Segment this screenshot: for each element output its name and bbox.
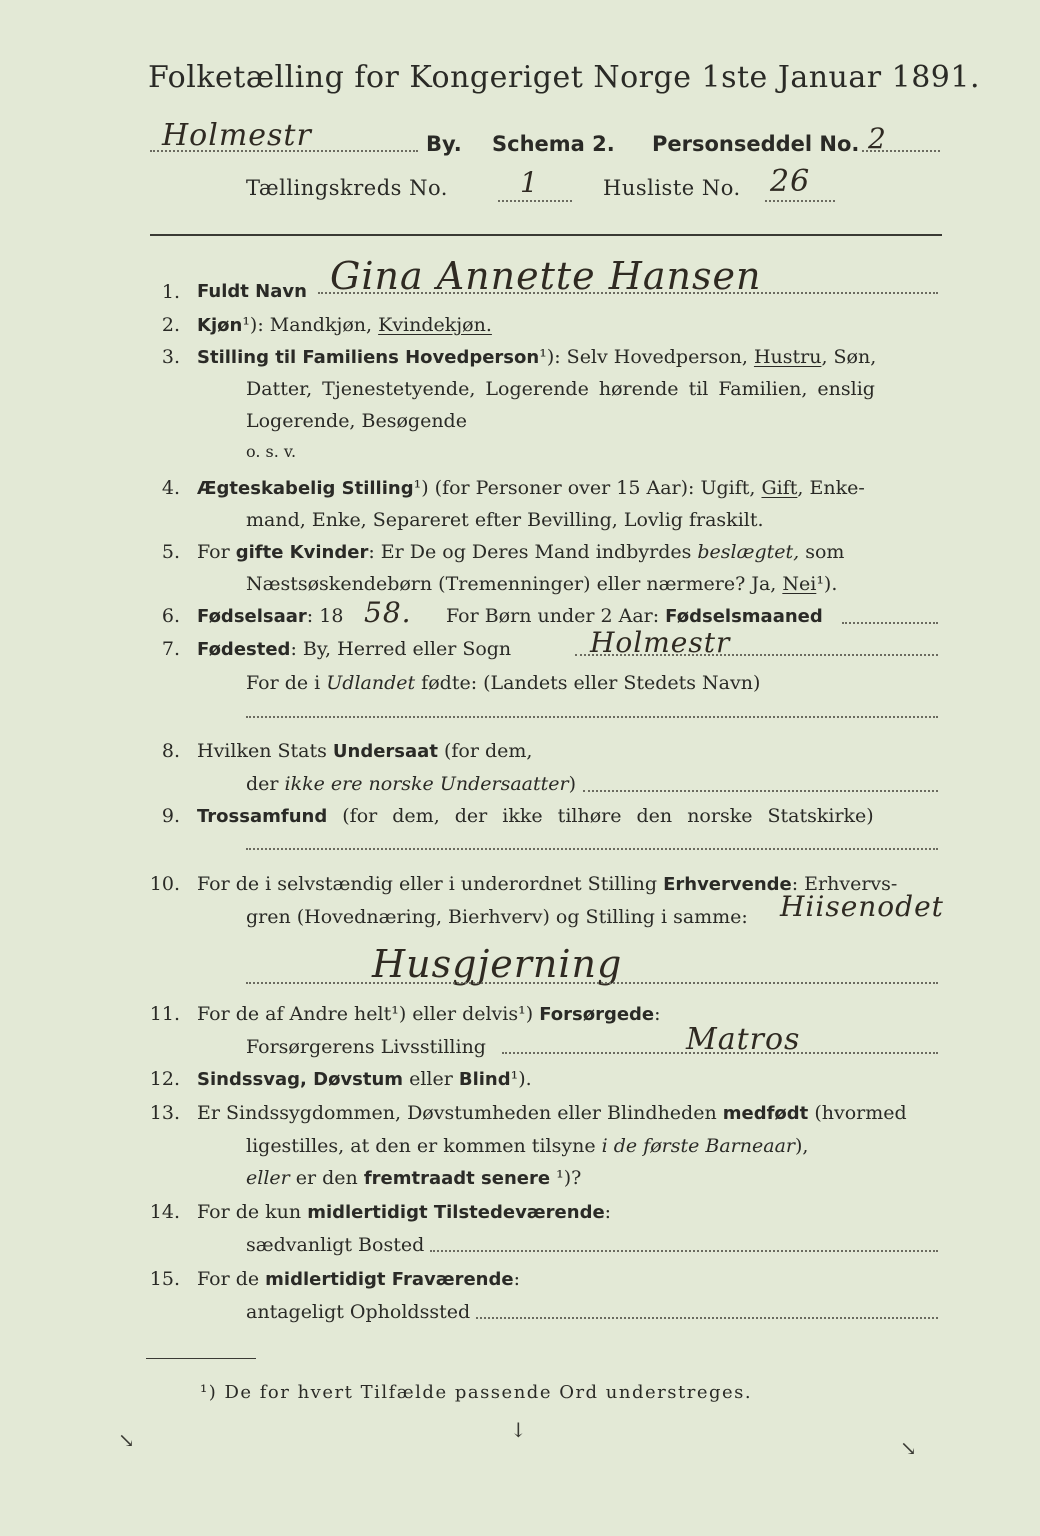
item-number: 6. <box>161 605 180 627</box>
footnote-rule <box>146 1358 256 1359</box>
q-fodselsaar <box>197 605 343 627</box>
q6-maaned-label: Fødselsmaaned <box>665 606 823 627</box>
q6-dotted-line <box>842 622 938 624</box>
stray-mark-center: ↓ <box>510 1418 527 1442</box>
q5-italic: beslægtet, <box>697 541 800 563</box>
answer-occupation-2: Husgjerning <box>372 942 623 986</box>
q6-child-text: For Børn under 2 Aar: <box>446 605 666 627</box>
q5-line2-end: ¹). <box>816 573 838 595</box>
q5-line2-text: Næstsøskendebørn (Tremenninger) eller nærmere? Ja, <box>246 573 783 595</box>
item-number: 14. <box>149 1201 180 1223</box>
answer-gift: Gift <box>761 477 798 499</box>
q6-label: Fødselsaar <box>197 606 307 627</box>
q-tilstedevaerende <box>197 1201 611 1223</box>
q7-label: Fødested <box>197 639 291 660</box>
personseddel-dotted-line <box>862 150 940 152</box>
item-number: 7. <box>161 638 180 660</box>
q11-label: Forsørgede <box>539 1004 655 1025</box>
q-stilling-line3: Logerende, Besøgende <box>246 410 467 432</box>
q-stilling-text: ¹): Selv Hovedperson, <box>539 346 754 368</box>
item-number: 15. <box>149 1268 180 1290</box>
q14-text: For de kun <box>197 1201 308 1223</box>
q-kjon-options: ¹): Mandkjøn, <box>242 314 379 336</box>
q9-label: Trossamfund <box>197 806 328 827</box>
q6-child-part <box>446 605 823 627</box>
q13-line2 <box>246 1135 808 1157</box>
item-number: 4. <box>161 477 180 499</box>
q-fravaerende <box>197 1268 520 1290</box>
town-handwritten: Holmestr <box>162 118 312 153</box>
q13-line3-text: er den <box>289 1167 364 1189</box>
q11-dotted-line <box>502 1052 938 1054</box>
q6-century: : 18 <box>306 605 344 627</box>
q7-text: : By, Herred eller Sogn <box>290 638 512 660</box>
q-stilling-line2: Datter, Tjenestetyende, Logerende hørende til Familien, enslig <box>246 378 875 400</box>
q-gifte-kvinder <box>197 541 844 563</box>
q15-end: : <box>513 1268 520 1290</box>
q5-label: gifte Kvinder <box>235 542 369 563</box>
answer-kvindekjon: Kvindekjøn. <box>378 314 492 336</box>
stray-mark-right: ↘ <box>900 1436 917 1460</box>
q8-label: Undersaat <box>332 741 438 762</box>
q10-text2: : Erhvervs- <box>791 873 898 895</box>
q15-label: midlertidigt Fraværende <box>265 1269 514 1290</box>
q14-line2: sædvanligt Bosted <box>246 1234 425 1256</box>
item-number: 1. <box>161 281 180 303</box>
q11-text: For de af Andre helt¹) eller delvis¹) <box>197 1003 540 1025</box>
item-number: 5. <box>161 541 180 563</box>
q-medfodt <box>197 1102 907 1124</box>
q13-eller: eller <box>246 1167 290 1189</box>
q9-text: (for dem, der ikke tilhøre den norske Statskirke) <box>327 805 874 827</box>
answer-nei: Nei <box>782 573 817 595</box>
q8-line2-text: der <box>246 773 285 795</box>
q13-italic: i de første Barneaar <box>601 1135 795 1157</box>
q14-dotted-line <box>430 1250 938 1252</box>
q13-senere-label: fremtraadt senere <box>363 1168 551 1189</box>
answer-birthplace: Holmestr <box>590 626 731 659</box>
town-dotted-line <box>150 150 418 152</box>
answer-full-name: Gina Annette Hansen <box>330 254 762 298</box>
q-trossamfund <box>197 805 874 827</box>
q-undersaat <box>197 740 532 762</box>
q-kjon-label: Kjøn <box>197 315 243 336</box>
q7-udlandet: Udlandet <box>326 672 416 694</box>
q8-text: Hvilken Stats <box>197 740 333 762</box>
personseddel-number: 2 <box>868 122 887 155</box>
q11-line2: Forsørgerens Livsstilling <box>246 1036 486 1058</box>
q8-text2: (for dem, <box>437 740 533 762</box>
q13-label: medfødt <box>722 1103 809 1124</box>
q-fuldt-navn: Fuldt Navn <box>197 281 307 302</box>
answer-birth-year: 58. <box>364 596 412 629</box>
q5-text-a: For <box>197 541 236 563</box>
q12-text: eller <box>403 1068 459 1090</box>
q-stilling-label: Stilling til Familiens Hovedperson <box>197 347 540 368</box>
q-kjon <box>197 314 492 336</box>
q14-end: : <box>604 1201 612 1223</box>
q7-line2 <box>246 672 760 694</box>
q-aegteskab-text: ¹) (for Personer over 15 Aar): Ugift, <box>413 477 762 499</box>
q-stilling <box>197 346 876 368</box>
husliste-dotted-line <box>765 200 835 202</box>
q13-line3 <box>246 1167 581 1189</box>
q13-text: Er Sindssygdommen, Døvstumheden eller Blindheden <box>197 1102 723 1124</box>
q-aegteskab-line2: mand, Enke, Separeret efter Bevilling, Lovlig fraskilt. <box>246 509 764 531</box>
item-number: 13. <box>149 1102 180 1124</box>
q12-label: Sindssvag, Døvstum <box>197 1069 404 1090</box>
item-number: 2. <box>161 314 180 336</box>
q9-dotted-line <box>246 848 938 850</box>
q5-text-b: : Er De og Deres Mand indbyrdes <box>368 541 698 563</box>
husliste-number: 26 <box>770 164 811 199</box>
q-aegteskab-text2: , Enke- <box>797 477 865 499</box>
q13-text2: (hvormed <box>808 1102 907 1124</box>
personseddel-label: Personseddel No. <box>652 132 860 156</box>
answer-provider-occupation: Matros <box>686 1022 801 1057</box>
q12-end: ¹). <box>510 1068 532 1090</box>
q7-line2-end: fødte: (Landets eller Stedets Navn) <box>415 672 761 694</box>
q-stilling-text2: , Søn, <box>821 346 877 368</box>
q10-text: For de i selvstændig eller i underordnet Stilling <box>197 873 664 895</box>
q13-line2-end: ), <box>795 1135 809 1157</box>
item-number: 12. <box>149 1068 180 1090</box>
q-fodested <box>197 638 511 660</box>
q13-line3-end: ¹)? <box>550 1167 582 1189</box>
item-number: 9. <box>161 805 180 827</box>
answer-hustru: Hustru <box>753 346 822 368</box>
q10-dotted-line <box>246 982 938 984</box>
q8-italic: ikke ere norske Undersaatter <box>284 773 569 795</box>
footnote: ¹) De for hvert Tilfælde passende Ord understreges. <box>200 1382 753 1403</box>
item-number: 3. <box>161 346 180 368</box>
item-number: 10. <box>149 873 180 895</box>
schema-label: Schema 2. <box>492 132 615 156</box>
form-title: Folketælling for Kongeriget Norge 1ste Januar 1891. <box>148 60 981 95</box>
husliste-label: Husliste No. <box>603 176 741 200</box>
q15-text: For de <box>197 1268 266 1290</box>
header-rule <box>150 234 942 236</box>
q7-line2-text: For de i <box>246 672 327 694</box>
q10-line2: gren (Hovednæring, Bierhverv) og Stilling i samme: <box>246 906 748 928</box>
answer-occupation-1: Hiisenodet <box>780 890 944 923</box>
q-aegteskab <box>197 477 865 499</box>
q-stilling-line4: o. s. v. <box>246 442 297 461</box>
kreds-dotted-line <box>498 200 572 202</box>
q8-line2 <box>246 773 576 795</box>
kreds-number: 1 <box>520 166 539 199</box>
q7-dotted-line <box>575 654 938 656</box>
q-sindssvag <box>197 1068 532 1090</box>
item-number: 8. <box>161 740 180 762</box>
q12-label2: Blind <box>458 1069 511 1090</box>
name-dotted-line <box>318 292 938 294</box>
item-number: 11. <box>149 1003 180 1025</box>
by-label: By. <box>426 132 462 156</box>
q11-text2: : <box>654 1003 661 1025</box>
q8-line2-end: ) <box>568 773 576 795</box>
kreds-label: Tællingskreds No. <box>246 176 448 200</box>
q15-line2: antageligt Opholdssted <box>246 1301 471 1323</box>
q10-label: Erhvervende <box>663 874 792 895</box>
q15-dotted-line <box>476 1317 938 1319</box>
q13-line2-text: ligestilles, at den er kommen tilsyne <box>246 1135 602 1157</box>
q5-text-c: som <box>799 541 845 563</box>
q-forsorgede <box>197 1003 661 1025</box>
q8-dotted-line <box>583 790 938 792</box>
q-aegteskab-label: Ægteskabelig Stilling <box>197 478 414 499</box>
q-gifte-kvinder-line2 <box>246 573 837 595</box>
stray-mark-left: ↘ <box>118 1428 135 1452</box>
q14-label: midlertidigt Tilstedeværende <box>307 1202 605 1223</box>
q7-dotted-line-2 <box>246 716 938 718</box>
